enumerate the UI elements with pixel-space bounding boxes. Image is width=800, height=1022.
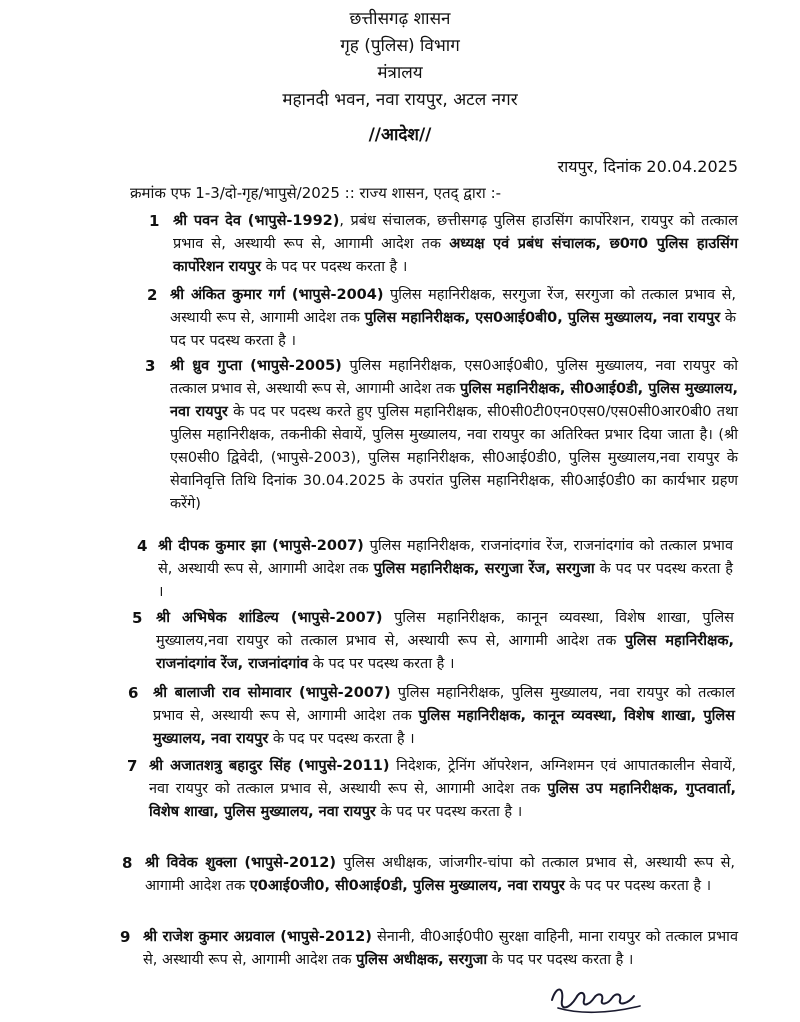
- item-text: पुलिस महानिरीक्षक, एस0आई0बी0, पुलिस मुख्यालय, नवा रायपुर को तत्काल प्रभाव से, अस्थायी रूप से, आगामी आदेश तक: [170, 358, 738, 397]
- officer-name: श्री बालाजी राव सोमावार (भापुसे-2007): [153, 685, 391, 701]
- order-item: [156, 607, 734, 676]
- new-post: पुलिस महानिरीक्षक, राजनांदगांव रेंज, राजनांदगांव: [156, 633, 734, 672]
- order-item: [149, 755, 736, 824]
- item-text: पुलिस महानिरीक्षक, सरगुजा रेंज, सरगुजा को तत्काल प्रभाव से, अस्थायी रूप से, आगामी आदेश तक: [170, 287, 737, 326]
- order-item: [173, 210, 738, 279]
- item-number: 9: [120, 928, 131, 946]
- new-post: पुलिस महानिरीक्षक, कानून व्यवस्था, विशेष शाखा, पुलिस मुख्यालय, नवा रायपुर: [153, 708, 735, 747]
- order-item: [153, 682, 735, 751]
- item-text: , प्रबंध संचालक, छत्तीसगढ़ पुलिस हाउसिंग कार्पोरेशन, रायपुर को तत्काल प्रभाव से, अस्थायी रूप से, आगामी आदेश तक: [173, 213, 738, 252]
- item-text: के पद पर पदस्थ करता है ।: [487, 952, 634, 968]
- item-number: 6: [128, 684, 139, 702]
- item-text: पुलिस महानिरीक्षक, राजनांदगांव रेंज, राजनांदगांव को तत्काल प्रभाव से, अस्थायी रूप से, आगामी आदेश तक: [158, 538, 733, 577]
- item-number: 7: [127, 757, 138, 775]
- item-text: के पद पर पदस्थ करता है ।: [308, 656, 455, 672]
- item-number: 2: [147, 286, 158, 304]
- item-text: के पद पर पदस्थ करता है ।: [158, 561, 733, 600]
- new-post: पुलिस महानिरीक्षक, एस0आई0बी0, पुलिस मुख्यालय, नवा रायपुर: [364, 310, 721, 326]
- item-number: 5: [132, 609, 143, 627]
- header-secretariat: मंत्रालय: [377, 63, 423, 83]
- item-text: के पद पर पदस्थ करता है ।: [268, 731, 415, 747]
- new-post: पुलिस महानिरीक्षक, सरगुजा रेंज, सरगुजा: [373, 561, 595, 577]
- item-text: के पद पर पदस्थ करता है ।: [564, 878, 712, 894]
- item-number: 3: [145, 357, 156, 375]
- item-text: पुलिस अधीक्षक, जांजगीर-चांपा को तत्काल प्रभाव से, अस्थायी रूप से, आगामी आदेश तक: [145, 855, 735, 894]
- officer-name: श्री दीपक कुमार झा (भापुसे-2007): [158, 538, 364, 554]
- order-title: //आदेश//: [368, 125, 432, 145]
- item-text: निदेशक, ट्रेनिंग ऑपरेशन, अग्निशमन एवं आपातकालीन सेवायें, नवा रायपुर को तत्काल प्रभाव से, अस्थायी रूप से, आगामी आदेश तक: [149, 758, 737, 797]
- order-item: [170, 284, 736, 353]
- item-text: सेनानी, वी0आई0पी0 सुरक्षा वाहिनी, माना रायपुर को तत्काल प्रभाव से, अस्थायी रूप से, आगामी आदेश तक: [143, 929, 739, 968]
- header-department: गृह (पुलिस) विभाग: [340, 36, 460, 56]
- item-text: के पद पर पदस्थ करता है ।: [375, 804, 523, 820]
- officer-name: श्री अभिषेक शांडिल्य (भापुसे-2007): [156, 610, 383, 626]
- item-text: पुलिस महानिरीक्षक, पुलिस मुख्यालय, नवा रायपुर को तत्काल प्रभाव से, अस्थायी रूप से, आगामी आदेश तक: [153, 685, 735, 724]
- document-header: [0, 6, 800, 114]
- officer-name: श्री पवन देव (भापुसे-1992): [173, 213, 340, 229]
- order-item: [170, 355, 738, 516]
- signature-mark: [548, 978, 658, 1018]
- item-number: 4: [137, 537, 148, 555]
- order-item: [158, 535, 733, 604]
- new-post: अध्यक्ष एवं प्रबंध संचालक, छ0ग0 पुलिस हाउसिंग कार्पोरेशन रायपुर: [173, 236, 738, 275]
- order-item: [145, 852, 735, 898]
- new-post: ए0आई0जी0, सी0आई0डी, पुलिस मुख्यालय, नवा रायपुर: [249, 878, 565, 894]
- new-post: पुलिस अधीक्षक, सरगुजा: [356, 952, 488, 968]
- item-text: के पद पर पदस्थ करता है ।: [261, 259, 408, 275]
- officer-name: श्री राजेश कुमार अग्रवाल (भापुसे-2012): [143, 929, 372, 945]
- officer-name: श्री अंकित कुमार गर्ग (भापुसे-2004): [170, 287, 384, 303]
- item-number: 1: [149, 212, 160, 230]
- order-item: [143, 926, 738, 972]
- order-reference: क्रमांक एफ 1-3/दो-गृह/भापुसे/2025 :: राज्य शासन, एतद् द्वारा :-: [130, 184, 502, 202]
- officer-name: श्री ध्रुव गुप्ता (भापुसे-2005): [170, 358, 342, 374]
- item-text: के पद पर पदस्थ करते हुए पुलिस महानिरीक्षक, सी0सी0टी0एन0एस0/एस0सी0आर0बी0 तथा पुलिस महानिरीक्षक, तकनीकी सेवायें, पुलिस मुख्यालय, नवा रायपुर का अतिरिक्त प्रभार दिया जाता है। (श्री एस0सी0 द्विवेदी, (भापुसे-2003), पुलिस महानिरीक्षक, सी0आई0डी0, पुलिस मुख्यालय,नवा रायपुर के सेवानिवृत्ति तिथि दिनांक 30.04.2025 के उपरांत पुलिस महानिरीक्षक, सी0आई0डी0 का कार्यभार ग्रहण करेंगे): [170, 404, 738, 512]
- officer-name: श्री अजातशत्रु बहादुर सिंह (भापुसे-2011): [149, 758, 390, 774]
- date-line: रायपुर, दिनांक 20.04.2025: [557, 157, 738, 176]
- item-text: के पद पर पदस्थ करता है ।: [170, 310, 736, 349]
- new-post: पुलिस उप महानिरीक्षक, गुप्तवार्ता, विशेष शाखा, पुलिस मुख्यालय, नवा रायपुर: [149, 781, 736, 820]
- new-post: पुलिस महानिरीक्षक, सी0आई0डी, पुलिस मुख्यालय, नवा रायपुर: [170, 381, 738, 420]
- header-government: छत्तीसगढ़ शासन: [349, 9, 451, 29]
- item-number: 8: [122, 854, 133, 872]
- item-text: पुलिस महानिरीक्षक, कानून व्यवस्था, विशेष शाखा, पुलिस मुख्यालय,नवा रायपुर को तत्काल प्रभाव से, अस्थायी रूप से, आगामी आदेश तक: [156, 610, 734, 649]
- officer-name: श्री विवेक शुक्ला (भापुसे-2012): [145, 855, 336, 871]
- header-address: महानदी भवन, नवा रायपुर, अटल नगर: [282, 90, 518, 110]
